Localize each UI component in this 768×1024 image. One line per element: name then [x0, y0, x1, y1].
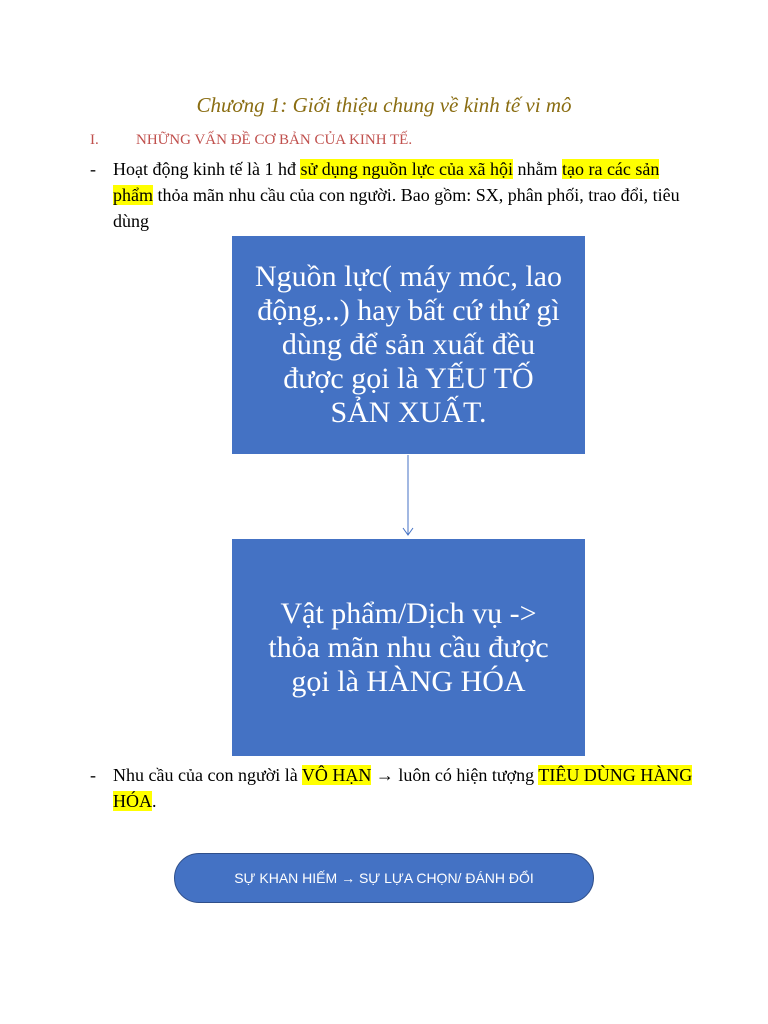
box-factors-of-production	[232, 236, 585, 454]
box-goods	[232, 539, 585, 756]
bullet-text	[113, 762, 702, 814]
bullet-dash: -	[90, 765, 96, 785]
highlighted-text: tạo ra các sản phẩm	[113, 159, 660, 205]
bullet-economic-activity	[90, 156, 702, 234]
bullet-unlimited-needs	[90, 762, 702, 814]
text-run: Nhu cầu của con người là	[113, 765, 302, 785]
section-label: NHỮNG VẤN ĐỀ CƠ BẢN CỦA KINH TẾ.	[136, 132, 413, 148]
scarcity-choice-pill	[174, 853, 594, 903]
text-run: thỏa mãn nhu cầu của con người. Bao gồm: SX, phân phối, trao đổi, tiêu dùng	[113, 185, 680, 231]
highlighted-text: TIÊU DÙNG HÀNG HÓA	[113, 765, 693, 811]
pill-label: SỰ KHAN HIẾM → SỰ LỰA CHỌN/ ĐÁNH ĐỔI	[234, 870, 534, 886]
bullet-text	[113, 156, 702, 234]
bullet-dash: -	[90, 159, 96, 179]
down-arrow-icon	[398, 455, 418, 539]
text-run: Hoạt động kinh tế là 1 hđ	[113, 159, 301, 179]
box-text: Vật phẩm/Dịch vụ -> thỏa mãn nhu cầu được gọi là HÀNG HÓA	[268, 596, 549, 698]
section-number: I.	[90, 132, 99, 148]
text-run: .	[152, 791, 157, 811]
text-run: → luôn có hiện tượng	[371, 765, 539, 785]
highlighted-text: sử dụng nguồn lực của xã hội	[300, 159, 513, 179]
section-heading	[90, 132, 412, 149]
page-title: Chương 1: Giới thiệu chung về kinh tế vi mô	[196, 93, 572, 117]
text-run: nhằm	[512, 159, 562, 179]
box-text: Nguồn lực( máy móc, lao động,..) hay bất cứ thứ gì dùng để sản xuất đều được gọi là YẾU TỐ SẢN XUẤT.	[254, 260, 563, 429]
highlighted-text: VÔ HẠN	[301, 765, 372, 785]
